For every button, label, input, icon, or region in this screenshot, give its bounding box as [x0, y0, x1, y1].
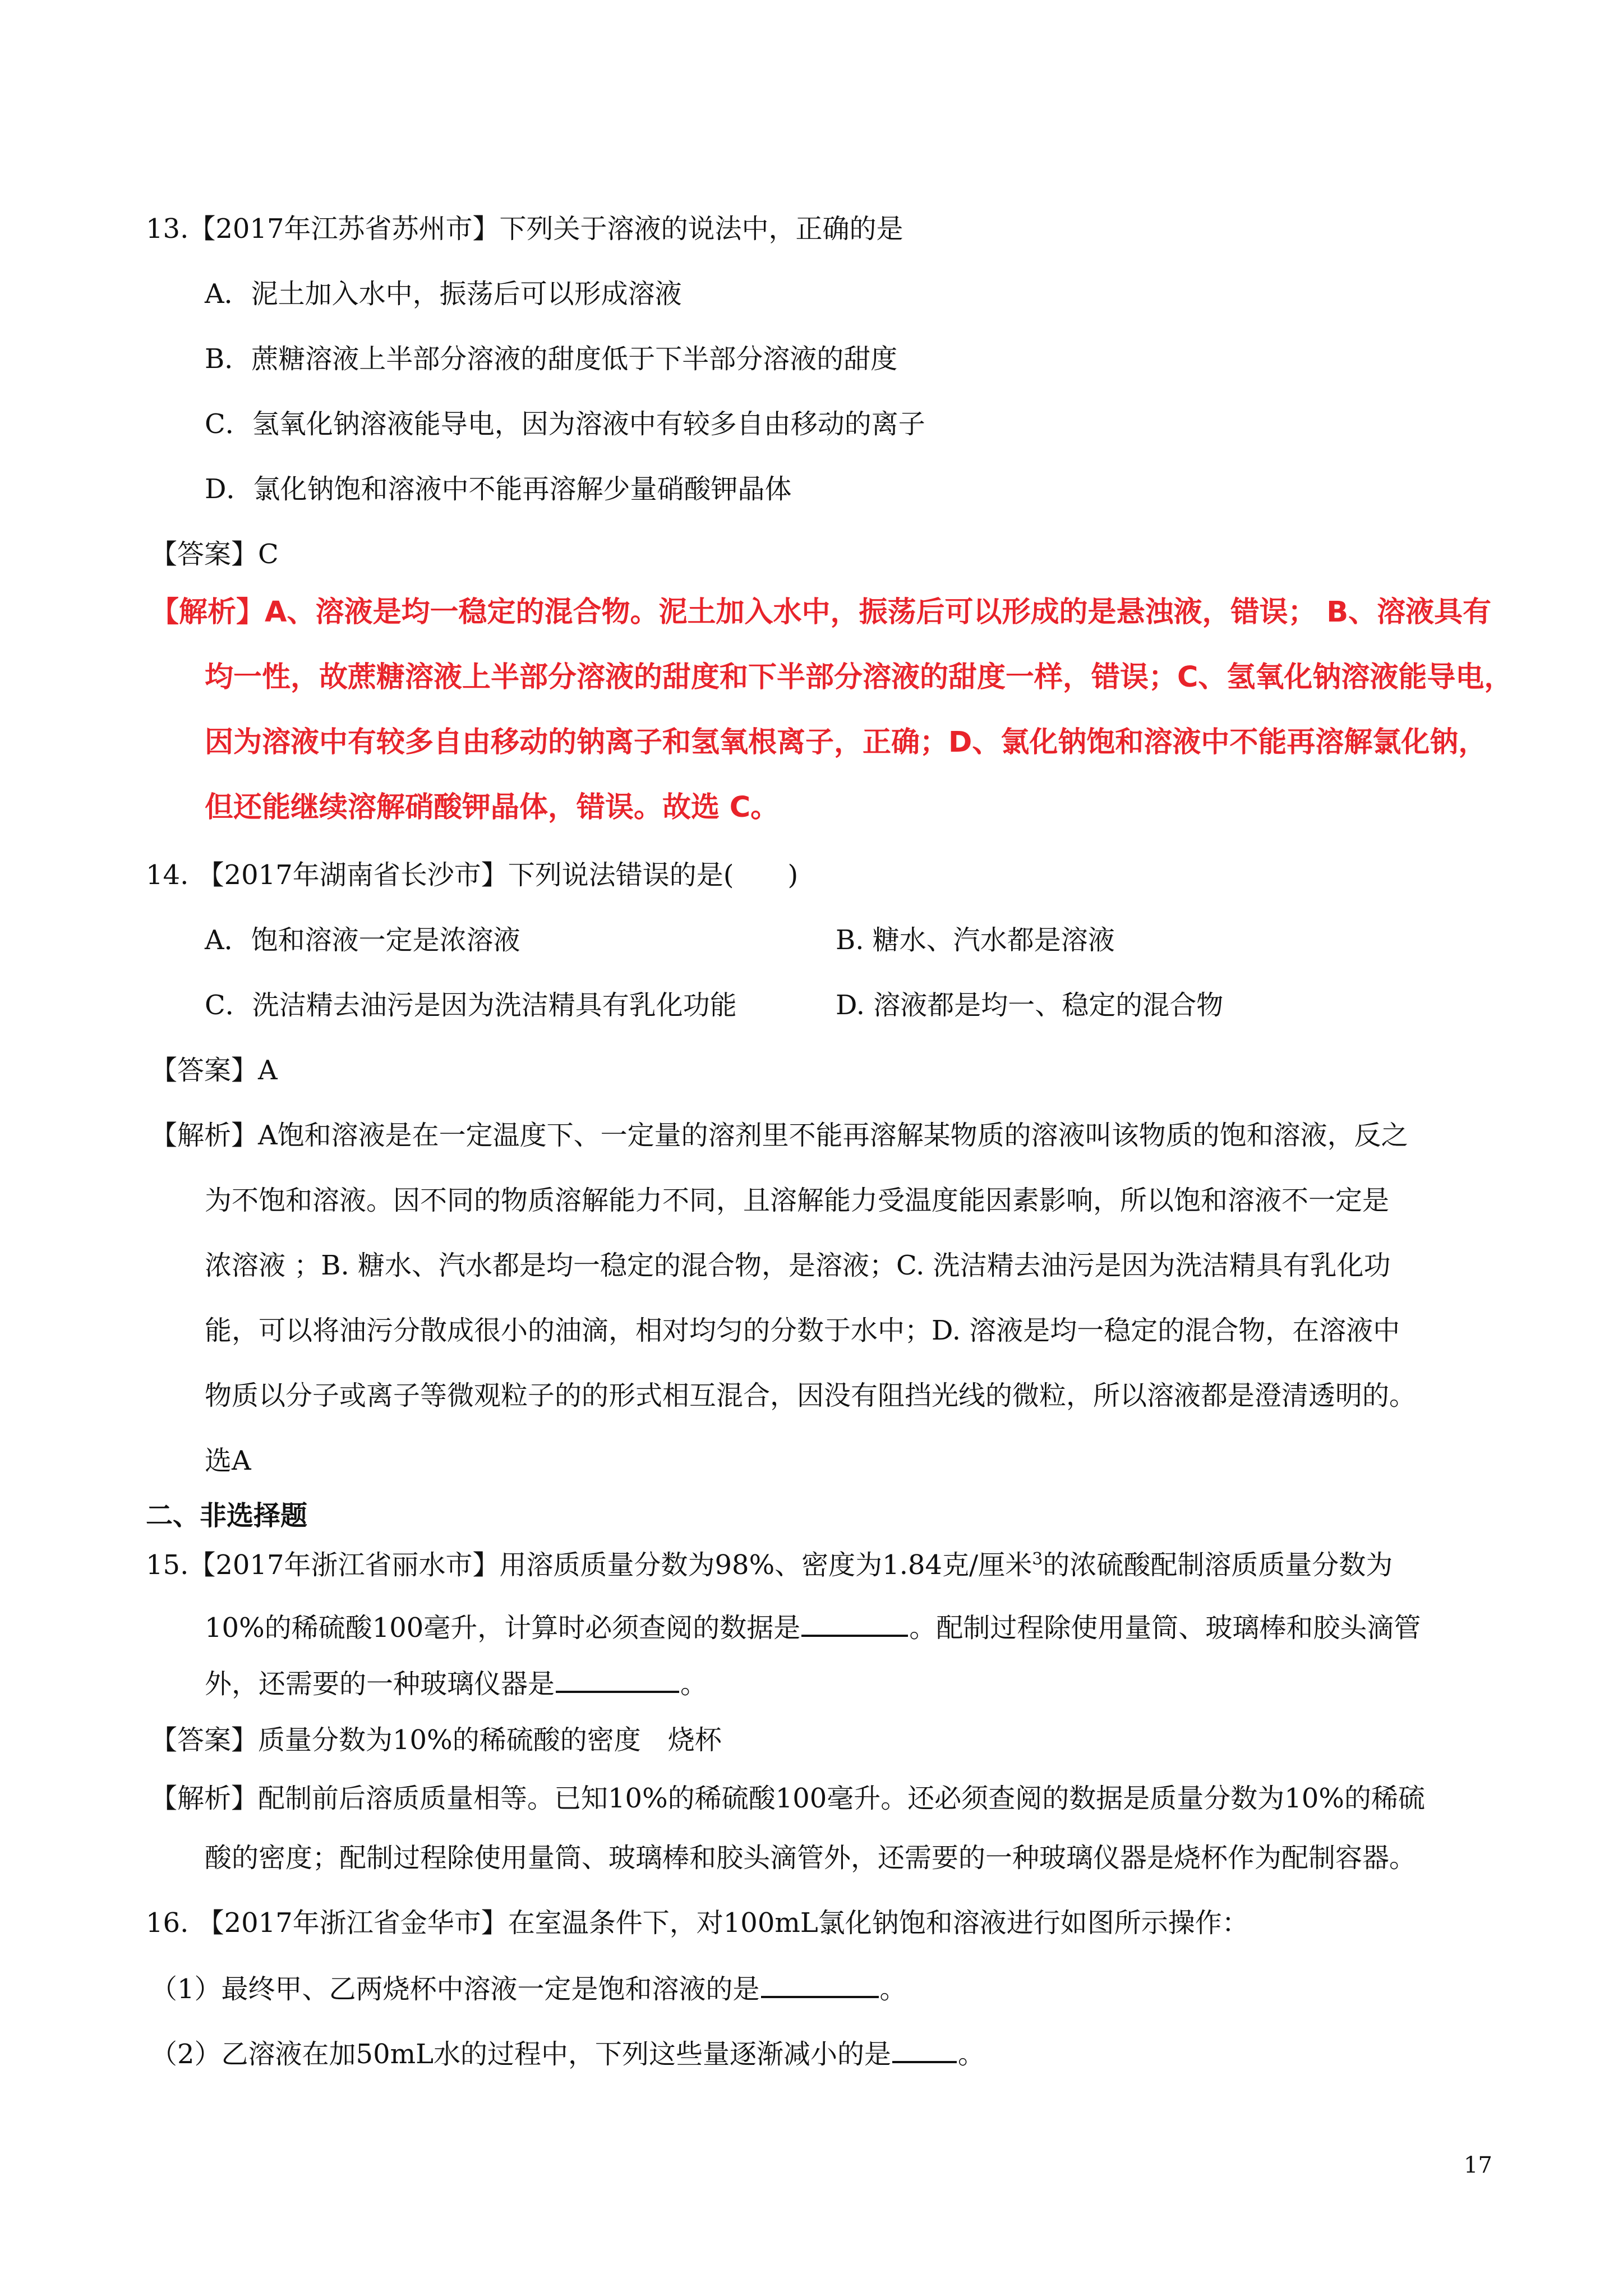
- q14-analysis-line-4: 能，可以将油污分散成很小的油滴，相对均匀的分数于水中；D. 溶液是均一稳定的混合物，在溶液中: [205, 1315, 1400, 1346]
- q16-sub-1a: （1）最终甲、乙两烧杯中溶液一定是饱和溶液的是: [150, 1973, 760, 2005]
- q15-stem-2b: 。配制过程除使用量筒、玻璃棒和胶头滴管: [909, 1612, 1421, 1644]
- q15-blank-2[interactable]: [556, 1666, 679, 1693]
- q15-stem-line-2: [205, 1610, 1421, 1645]
- q13-option-d: D．氯化钠饱和溶液中不能再溶解少量硝酸钾晶体: [205, 473, 792, 505]
- q15-analysis-line-1: 【解析】配制前后溶质质量相等。已知10%的稀硫酸100毫升。还必须查阅的数据是质量分数为10%的稀硫: [150, 1783, 1425, 1814]
- q16-sub-2b: 。: [958, 2039, 985, 2070]
- q13-option-b: B．蔗糖溶液上半部分溶液的甜度低于下半部分溶液的甜度: [205, 343, 898, 375]
- q13-analysis-line-2: 均一性，故蔗糖溶液上半部分溶液的甜度和下半部分溶液的甜度一样，错误；C、氢氧化钠溶液能导电，: [205, 661, 1513, 694]
- q14-option-a: A．饱和溶液一定是浓溶液: [205, 924, 520, 956]
- page-number: 17: [1464, 2152, 1492, 2178]
- q16-sub-1b: 。: [879, 1973, 907, 2005]
- q13-answer: 【答案】C: [150, 539, 279, 570]
- q15-answer: 【答案】质量分数为10%的稀硫酸的密度 烧杯: [150, 1724, 722, 1756]
- q13-analysis-line-4: 但还能继续溶解硝酸钾晶体，错误。故选 C。: [205, 791, 780, 824]
- q14-option-b: B. 糖水、汽水都是溶液: [836, 924, 1115, 956]
- q16-sub-2: [150, 2036, 985, 2071]
- q13-analysis-line-3: 因为溶液中有较多自由移动的钠离子和氢氧根离子，正确；D、氯化钠饱和溶液中不能再溶解氯化钠，: [205, 726, 1487, 759]
- q14-stem: 14. 【2017年湖南省长沙市】下列说法错误的是( ): [146, 859, 799, 891]
- q15-stem-superscript: 3: [1032, 1549, 1043, 1569]
- q13-option-c: C．氢氧化钠溶液能导电，因为溶液中有较多自由移动的离子: [205, 408, 925, 440]
- q13-analysis-line-1: 【解析】A、溶液是均一稳定的混合物。泥土加入水中，振荡后可以形成的是悬浊液，错误； B、溶液具有: [150, 596, 1492, 629]
- q16-stem: 16. 【2017年浙江省金华市】在室温条件下，对100mL氯化钠饱和溶液进行如图所示操作：: [146, 1907, 1249, 1939]
- q15-stem-3b: 。: [680, 1668, 708, 1700]
- q16-sub-1: [150, 1971, 907, 2006]
- q14-analysis-line-1: 【解析】A饱和溶液是在一定温度下、一定量的溶剂里不能再溶解某物质的溶液叫该物质的饱和溶液，反之: [150, 1120, 1408, 1151]
- q16-blank-2[interactable]: [892, 2036, 957, 2063]
- q14-analysis-line-3: 浓溶液 ；B. 糖水、汽水都是均一稳定的混合物，是溶液；C. 洗洁精去油污是因为洗洁精具有乳化功: [205, 1250, 1391, 1281]
- q14-analysis-line-6: 选A: [205, 1445, 251, 1476]
- q14-answer: 【答案】A: [150, 1055, 278, 1086]
- q15-stem-line-1: [146, 1548, 1393, 1582]
- q15-analysis-line-2: 酸的密度；配制过程除使用量筒、玻璃棒和胶头滴管外，还需要的一种玻璃仪器是烧杯作为配制容器。: [205, 1842, 1417, 1874]
- q14-option-c: C．洗洁精去油污是因为洗洁精具有乳化功能: [205, 990, 737, 1021]
- q16-blank-1[interactable]: [761, 1971, 879, 1998]
- q15-blank-1[interactable]: [801, 1610, 908, 1637]
- q14-analysis-line-2: 为不饱和溶液。因不同的物质溶解能力不同，且溶解能力受温度能因素影响，所以饱和溶液不一定是: [205, 1185, 1390, 1216]
- q15-stem-1b: 的浓硫酸配制溶质质量分数为: [1043, 1549, 1393, 1581]
- q15-stem-3a: 外，还需要的一种玻璃仪器是: [205, 1668, 555, 1700]
- q13-option-a: A．泥土加入水中，振荡后可以形成溶液: [205, 278, 682, 310]
- q16-sub-2a: （2）乙溶液在加50mL水的过程中，下列这些量逐渐减小的是: [150, 2039, 892, 2070]
- q15-stem-2a: 10%的稀硫酸100毫升，计算时必须查阅的数据是: [205, 1612, 801, 1644]
- q15-stem-line-3: [205, 1666, 707, 1701]
- section-heading: 二、非选择题: [146, 1500, 308, 1531]
- q13-stem: 13.【2017年江苏省苏州市】下列关于溶液的说法中，正确的是: [146, 213, 903, 245]
- q14-option-d: D. 溶液都是均一、稳定的混合物: [836, 990, 1224, 1021]
- q15-stem-1a: 15.【2017年浙江省丽水市】用溶质质量分数为98%、密度为1.84克/厘米: [146, 1549, 1032, 1581]
- q14-analysis-line-5: 物质以分子或离子等微观粒子的的形式相互混合，因没有阻挡光线的微粒，所以溶液都是澄清透明的。: [205, 1380, 1417, 1411]
